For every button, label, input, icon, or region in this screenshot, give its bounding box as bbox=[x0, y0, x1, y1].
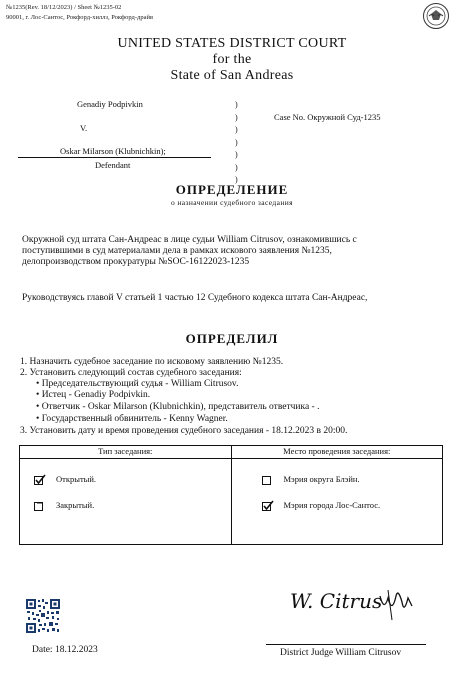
court-state: State of San Andreas bbox=[170, 68, 294, 83]
empty-box-icon[interactable] bbox=[34, 500, 44, 510]
session-type-header: Тип заседания: bbox=[20, 446, 232, 459]
intro-line-2: поступившими в суд материалами дела в рамках искового заявления №1235, bbox=[22, 246, 332, 256]
court-seal-icon bbox=[423, 3, 449, 29]
bracket: ) bbox=[235, 150, 238, 159]
option-los-santos[interactable] bbox=[262, 495, 443, 515]
intro-line-3: делопроизводством прокуратуры №SOC-16122023-1235 bbox=[22, 257, 250, 267]
intro-line-1: Окружной суд штата Сан-Андреас в лице судьи William Citrusov, ознакомившись с bbox=[22, 235, 357, 245]
hearing-venue-table bbox=[19, 445, 443, 545]
order-item: • Истец - Genadiy Podpivkin. bbox=[36, 390, 151, 400]
session-type-cell bbox=[20, 459, 232, 545]
judge-name: District Judge William Citrusov bbox=[280, 648, 402, 658]
signature-line bbox=[266, 644, 426, 645]
order-item: • Государственный обвинитель - Kenny Wagner. bbox=[36, 414, 228, 424]
option-blaine[interactable] bbox=[262, 469, 443, 489]
option-open-label: Открытый. bbox=[56, 474, 97, 484]
checked-box-icon[interactable] bbox=[34, 474, 44, 484]
order-item: • Ответчик - Oskar Milarson (Klubnichkin), представитель ответчика - . bbox=[36, 402, 320, 412]
order-date: Date: 18.12.2023 bbox=[32, 645, 98, 655]
option-blaine-label: Мэрия округа Блэйн. bbox=[283, 474, 360, 484]
venue-header: Место проведения заседания: bbox=[231, 446, 443, 459]
order-title: ОПРЕДЕЛЕНИЕ bbox=[175, 182, 289, 197]
bracket: ) bbox=[235, 162, 238, 172]
option-los-santos-label: Мэрия города Лос-Сантос. bbox=[283, 500, 381, 510]
bracket: ) bbox=[235, 100, 238, 109]
court-for-the: for the bbox=[212, 52, 252, 67]
checked-box-icon[interactable] bbox=[262, 500, 272, 510]
plaintiff-name: Genadiy Podpivkin bbox=[77, 99, 143, 109]
bracket: ) bbox=[235, 112, 238, 122]
empty-box-icon[interactable] bbox=[262, 474, 272, 484]
case-number: Case No. Окружной Суд-1235 bbox=[274, 112, 381, 122]
defendant-underline bbox=[18, 157, 211, 158]
court-name: UNITED STATES DISTRICT COURT bbox=[117, 36, 347, 51]
caption-brackets bbox=[235, 99, 238, 187]
bracket: ) bbox=[235, 137, 238, 147]
defendant-label: Defendant bbox=[95, 160, 131, 170]
order-item: 2. Установить следующий состав судебного заседания: bbox=[20, 368, 242, 378]
order-item: • Председательствующий судья - William Citrusov. bbox=[36, 379, 239, 389]
judge-signature bbox=[288, 584, 418, 624]
signature-text: W. Citrus bbox=[290, 589, 383, 613]
legal-basis: Руководствуясь главой V статьей 1 частью 12 Судебного кодекса штата Сан-Андреас, bbox=[22, 293, 368, 303]
order-item: 3. Установить дату и время проведения судебного заседания - 18.12.2023 в 20:00. bbox=[20, 426, 348, 436]
bracket: ) bbox=[235, 125, 238, 134]
option-closed[interactable] bbox=[34, 495, 231, 515]
venue-cell bbox=[231, 459, 443, 545]
court-address: 90001, г. Лос-Сантос, Рокфорд-хиллз, Рокфорд-драйв bbox=[6, 14, 154, 21]
option-closed-label: Закрытый. bbox=[56, 500, 95, 510]
order-subtitle: о назначении судебного заседания bbox=[170, 198, 294, 207]
decided-heading: ОПРЕДЕЛИЛ bbox=[185, 331, 279, 346]
defendant-name: Oskar Milarson (Klubnichkin); bbox=[60, 146, 166, 156]
bracket: ) bbox=[235, 175, 238, 184]
qr-code-icon bbox=[25, 598, 61, 634]
option-open[interactable] bbox=[34, 469, 231, 489]
versus-label: V. bbox=[80, 123, 88, 133]
form-number: №1235(Rev. 18/12/2023) / Sheet №1235-02 bbox=[6, 4, 122, 11]
order-item: 1. Назначить судебное заседание по исковому заявлению №1235. bbox=[20, 357, 284, 367]
